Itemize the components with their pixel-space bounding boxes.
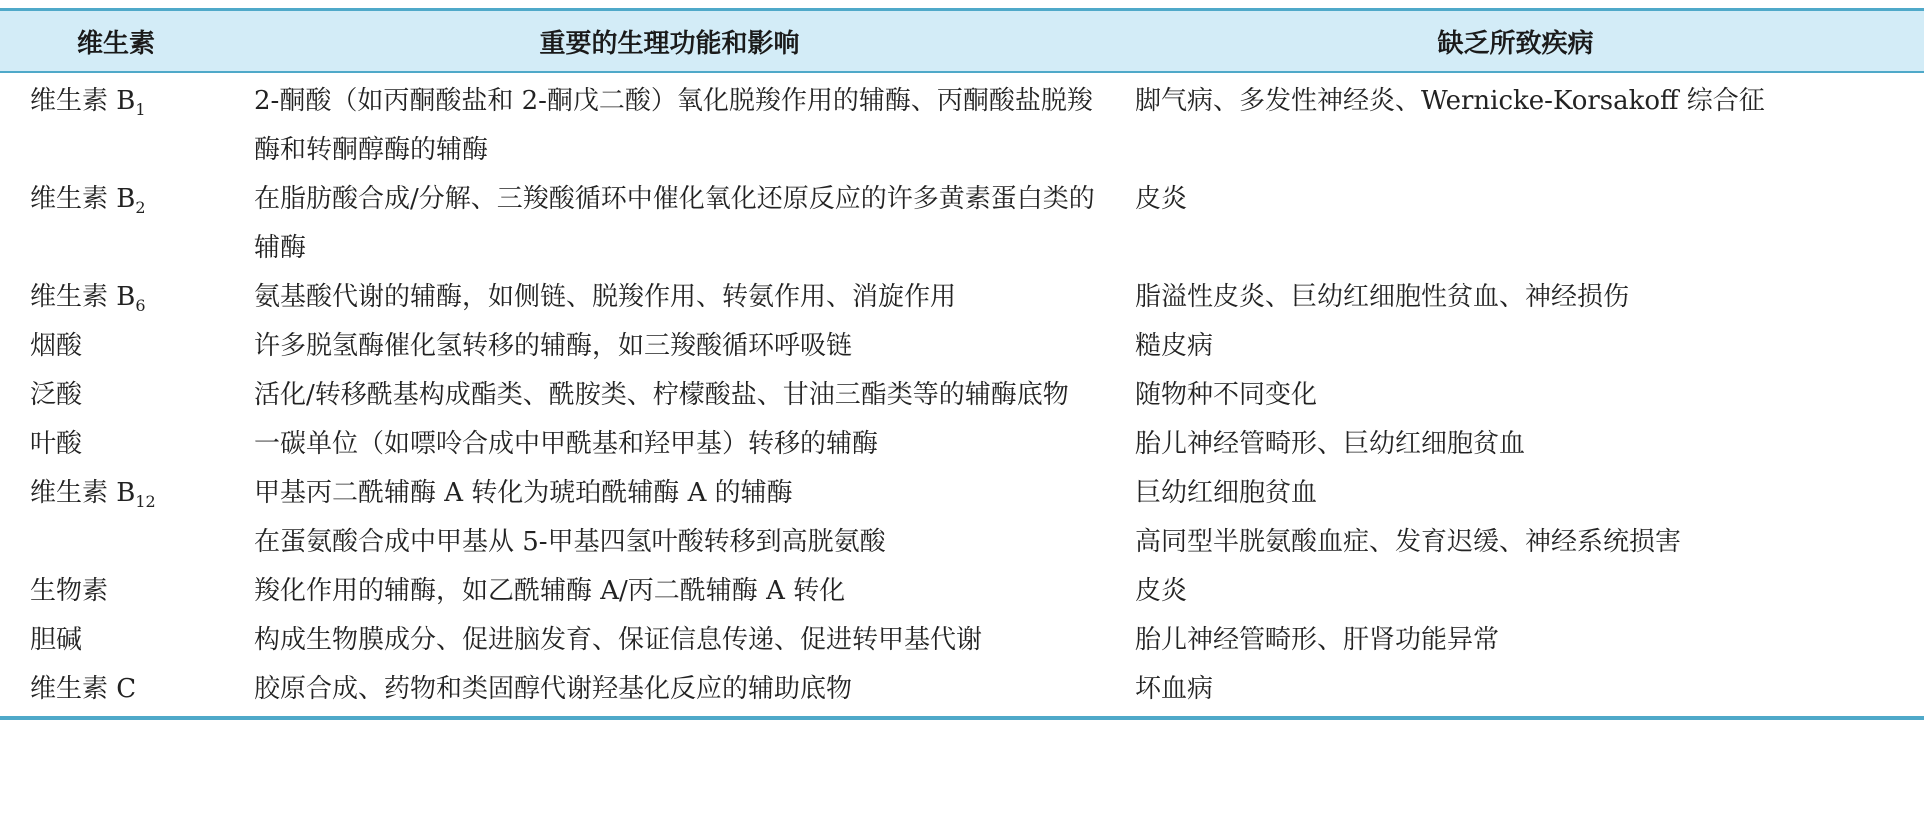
vitamin-name: 维生素 $B_6$ [30,282,146,315]
vitamin-name: 叶酸 [30,429,83,459]
vitamin-deficiency: 脚气病、多发性神经炎、Wernicke-Korsakoff 综合征 [1135,86,1765,116]
vitamin-function: 一碳单位（如嘌呤合成中甲酰基和羟甲基）转移的辅酶 [254,429,879,459]
table-row [0,665,1924,714]
table-row [0,371,1924,420]
vitamin-function: 甲基丙二酰辅酶 A 转化为琥珀酰辅酶 A 的辅酶 [254,478,793,508]
vitamin-function: 许多脱氢酶催化氢转移的辅酶，如三羧酸循环呼吸链 [254,331,853,361]
table-row [0,469,1924,518]
vitamin-name: 烟酸 [30,331,83,361]
vitamin-function: 胶原合成、药物和类固醇代谢羟基化反应的辅助底物 [254,674,853,704]
vitamin-name: 生物素 [30,576,109,606]
vitamin-name [0,518,232,567]
vitamin-function: 活化/转移酰基构成酯类、酰胺类、柠檬酸盐、甘油三酯类等的辅酶底物 [254,380,1069,410]
vitamin-function: 在蛋氨酸合成中甲基从 5-甲基四氢叶酸转移到高胱氨酸 [254,527,886,557]
vitamin-table [0,8,1924,720]
vitamin-deficiency: 皮炎 [1135,576,1188,606]
vitamin-deficiency: 随物种不同变化 [1135,380,1318,410]
vitamin-deficiency: 脂溢性皮炎、巨幼红细胞性贫血、神经损伤 [1135,282,1630,312]
vitamin-name: 维生素 $B_1$ [30,86,146,119]
vitamin-deficiency: 糙皮病 [1135,331,1214,361]
vitamin-name: 胆碱 [30,625,83,655]
header-vitamin: 维生素 [76,28,155,59]
vitamin-function: 2-酮酸（如丙酮酸盐和 2-酮戊二酸）氧化脱羧作用的辅酶、丙酮酸盐脱羧酶和转酮醇酶的辅酶 [254,86,1093,165]
table-row [0,322,1924,371]
table-row [0,77,1924,175]
vitamin-deficiency: 巨幼红细胞贫血 [1135,478,1318,508]
vitamin-name: 泛酸 [30,380,83,410]
table-header [0,11,1924,71]
vitamin-function: 在脂肪酸合成/分解、三羧酸循环中催化氧化还原反应的许多黄素蛋白类的辅酶 [254,184,1095,263]
table-bottom-rule [0,716,1924,720]
vitamin-deficiency: 坏血病 [1135,674,1214,704]
table-row [0,273,1924,322]
vitamin-function: 氨基酸代谢的辅酶，如侧链、脱羧作用、转氨作用、消旋作用 [254,282,957,312]
vitamin-deficiency: 胎儿神经管畸形、巨幼红细胞贫血 [1135,429,1526,459]
table-row [0,518,1924,567]
header-deficiency-disease: 缺乏所致疾病 [1437,28,1594,59]
table-row [0,420,1924,469]
table-row [0,175,1924,273]
vitamin-name: 维生素 $B_2$ [30,184,146,217]
table-row [0,567,1924,616]
header-function: 重要的生理功能和影响 [539,28,800,59]
vitamin-deficiency: 胎儿神经管畸形、肝肾功能异常 [1135,625,1500,655]
vitamin-name: 维生素 C [30,674,137,704]
vitamin-function: 羧化作用的辅酶，如乙酰辅酶 A/丙二酰辅酶 A 转化 [254,576,846,606]
table-body [0,73,1924,716]
vitamin-deficiency: 皮炎 [1135,184,1188,214]
vitamin-deficiency: 高同型半胱氨酸血症、发育迟缓、神经系统损害 [1135,527,1682,557]
vitamin-function: 构成生物膜成分、促进脑发育、保证信息传递、促进转甲基代谢 [254,625,983,655]
vitamin-name: 维生素 $B_{12}$ [30,478,156,511]
table-row [0,616,1924,665]
